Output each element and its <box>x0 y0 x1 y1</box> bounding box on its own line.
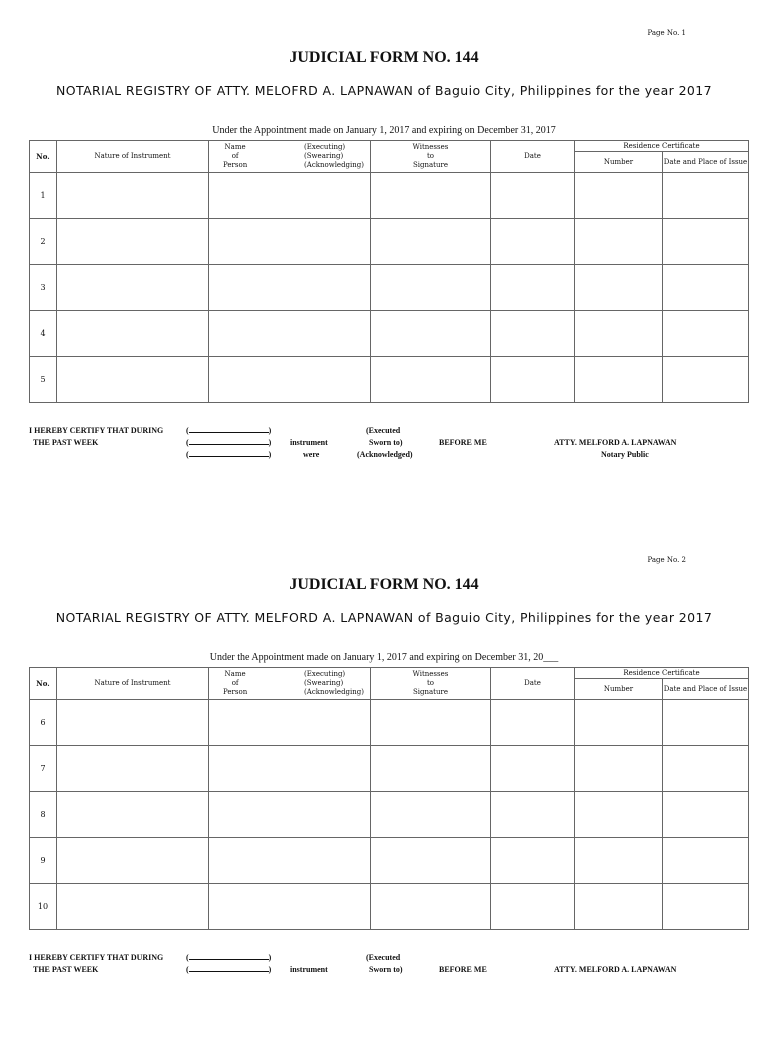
name-label-1: Name <box>224 670 246 678</box>
certification-block <box>29 424 748 464</box>
table-row <box>30 173 749 219</box>
number-cell[interactable] <box>575 746 663 792</box>
name-cell[interactable] <box>209 265 371 311</box>
acknowledging-label: (Acknowledging) <box>304 161 364 169</box>
number-cell[interactable] <box>575 838 663 884</box>
col-header-name <box>209 668 371 700</box>
nature-cell[interactable] <box>57 311 209 357</box>
executing-label: (Executing) <box>304 670 346 678</box>
nature-cell[interactable] <box>57 838 209 884</box>
before-me-text: BEFORE ME <box>439 965 487 974</box>
table-row <box>30 311 749 357</box>
name-cell[interactable] <box>209 700 371 746</box>
notary-public-text: Notary Public <box>601 450 649 459</box>
date-cell[interactable] <box>491 357 575 403</box>
registry-heading: NOTARIAL REGISTRY OF ATTY. MELFORD A. LAPNAWAN of Baguio City, Philippines for the year 2017 <box>55 610 713 625</box>
name-cell[interactable] <box>209 838 371 884</box>
witness-cell[interactable] <box>371 746 491 792</box>
name-cell[interactable] <box>209 746 371 792</box>
name-cell[interactable] <box>209 792 371 838</box>
certify-text: I HEREBY CERTIFY THAT DURING <box>29 953 164 962</box>
name-cell[interactable] <box>209 357 371 403</box>
table-row <box>30 838 749 884</box>
number-cell[interactable] <box>575 311 663 357</box>
nature-cell[interactable] <box>57 884 209 930</box>
number-cell[interactable] <box>575 173 663 219</box>
issue-cell[interactable] <box>663 173 749 219</box>
issue-cell[interactable] <box>663 700 749 746</box>
notarial-register-table <box>29 667 749 930</box>
row-number: 9 <box>30 838 57 884</box>
number-cell[interactable] <box>575 219 663 265</box>
witness-cell[interactable] <box>371 700 491 746</box>
witnesses-label-2: to <box>426 679 435 687</box>
acknowledged-text: (Acknowledged) <box>357 450 413 459</box>
executing-label: (Executing) <box>304 143 346 151</box>
name-cell[interactable] <box>209 311 371 357</box>
date-cell[interactable] <box>491 311 575 357</box>
date-cell[interactable] <box>491 884 575 930</box>
form-title: JUDICIAL FORM NO. 144 <box>289 49 479 66</box>
nature-cell[interactable] <box>57 746 209 792</box>
date-cell[interactable] <box>491 173 575 219</box>
witnesses-label-3: Signature <box>412 161 448 169</box>
blank-line-executed[interactable]: ( ) <box>186 953 272 962</box>
row-number: 3 <box>30 265 57 311</box>
attorney-name: ATTY. MELFORD A. LAPNAWAN <box>554 965 677 974</box>
number-cell[interactable] <box>575 700 663 746</box>
col-header-no: No. <box>30 668 57 700</box>
form-page-2 <box>0 527 768 1054</box>
issue-cell[interactable] <box>663 265 749 311</box>
witness-cell[interactable] <box>371 219 491 265</box>
issue-cell[interactable] <box>663 219 749 265</box>
name-cell[interactable] <box>209 219 371 265</box>
appointment-line: Under the Appointment made on January 1, 2017 and expiring on December 31, 2017 <box>212 125 556 136</box>
nature-cell[interactable] <box>57 792 209 838</box>
witnesses-label-1: Witnesses <box>412 143 449 151</box>
name-cell[interactable] <box>209 884 371 930</box>
page-number: Page No. 1 <box>647 29 686 37</box>
witness-cell[interactable] <box>371 265 491 311</box>
witness-cell[interactable] <box>371 884 491 930</box>
issue-cell[interactable] <box>663 792 749 838</box>
witness-cell[interactable] <box>371 792 491 838</box>
table-row <box>30 792 749 838</box>
issue-cell[interactable] <box>663 311 749 357</box>
table-row <box>30 265 749 311</box>
name-label-3: Person <box>223 161 248 169</box>
issue-cell[interactable] <box>663 838 749 884</box>
table-row <box>30 884 749 930</box>
col-header-residence-certificate: Residence Certificate <box>575 668 749 679</box>
col-header-witnesses <box>371 141 491 173</box>
instrument-text: instrument <box>290 965 328 974</box>
blank-line-acknowledged[interactable]: ( ) <box>186 450 272 459</box>
name-label-2: of <box>231 679 239 687</box>
witnesses-label-3: Signature <box>412 688 448 696</box>
nature-cell[interactable] <box>57 219 209 265</box>
col-header-date-place: Date and Place of Issue <box>663 152 749 173</box>
notarial-register-table <box>29 140 749 403</box>
number-cell[interactable] <box>575 884 663 930</box>
issue-cell[interactable] <box>663 357 749 403</box>
blank-line-sworn[interactable]: ( ) <box>186 438 272 447</box>
date-cell[interactable] <box>491 746 575 792</box>
col-header-date-place: Date and Place of Issue <box>663 679 749 700</box>
were-text: were <box>303 450 320 459</box>
row-number: 4 <box>30 311 57 357</box>
past-week-text: THE PAST WEEK <box>33 965 99 974</box>
row-number: 6 <box>30 700 57 746</box>
sworn-text: Sworn to) <box>369 438 403 447</box>
acknowledging-label: (Acknowledging) <box>304 688 364 696</box>
date-cell[interactable] <box>491 265 575 311</box>
date-cell[interactable] <box>491 838 575 884</box>
col-header-nature: Nature of Instrument <box>57 141 209 173</box>
col-header-no: No. <box>30 141 57 173</box>
certify-text: I HEREBY CERTIFY THAT DURING <box>29 426 164 435</box>
table-row <box>30 357 749 403</box>
form-title: JUDICIAL FORM NO. 144 <box>289 576 479 593</box>
row-number: 5 <box>30 357 57 403</box>
page-number: Page No. 2 <box>647 556 686 564</box>
registry-heading: NOTARIAL REGISTRY OF ATTY. MELOFRD A. LAPNAWAN of Baguio City, Philippines for the year 2017 <box>56 83 712 98</box>
col-header-name <box>209 141 371 173</box>
name-label-1: Name <box>224 143 246 151</box>
number-cell[interactable] <box>575 357 663 403</box>
certification-block <box>29 951 748 991</box>
witness-cell[interactable] <box>371 357 491 403</box>
table-row <box>30 746 749 792</box>
col-header-date: Date <box>491 141 575 173</box>
col-header-residence-certificate: Residence Certificate <box>575 141 749 152</box>
nature-cell[interactable] <box>57 700 209 746</box>
swearing-label: (Swearing) <box>304 152 344 160</box>
attorney-name: ATTY. MELFORD A. LAPNAWAN <box>554 438 677 447</box>
instrument-text: instrument <box>290 438 328 447</box>
table-row <box>30 219 749 265</box>
name-label-3: Person <box>223 688 248 696</box>
blank-line-sworn[interactable]: ( ) <box>186 965 272 974</box>
nature-cell[interactable] <box>57 173 209 219</box>
issue-cell[interactable] <box>663 746 749 792</box>
witness-cell[interactable] <box>371 311 491 357</box>
number-cell[interactable] <box>575 265 663 311</box>
date-cell[interactable] <box>491 219 575 265</box>
before-me-text: BEFORE ME <box>439 438 487 447</box>
executed-text: (Executed <box>366 426 401 435</box>
row-number: 10 <box>30 884 57 930</box>
col-header-number: Number <box>575 679 663 700</box>
nature-cell[interactable] <box>57 265 209 311</box>
date-cell[interactable] <box>491 700 575 746</box>
issue-cell[interactable] <box>663 884 749 930</box>
blank-line-executed[interactable]: ( ) <box>186 426 272 435</box>
table-row <box>30 700 749 746</box>
witness-cell[interactable] <box>371 838 491 884</box>
row-number: 8 <box>30 792 57 838</box>
nature-cell[interactable] <box>57 357 209 403</box>
executed-text: (Executed <box>366 953 401 962</box>
sworn-text: Sworn to) <box>369 965 403 974</box>
swearing-label: (Swearing) <box>304 679 344 687</box>
col-header-date: Date <box>491 668 575 700</box>
row-number: 7 <box>30 746 57 792</box>
col-header-number: Number <box>575 152 663 173</box>
col-header-nature: Nature of Instrument <box>57 668 209 700</box>
witnesses-label-2: to <box>426 152 435 160</box>
appointment-line: Under the Appointment made on January 1, 2017 and expiring on December 31, 20___ <box>209 652 559 663</box>
witness-cell[interactable] <box>371 173 491 219</box>
row-number: 2 <box>30 219 57 265</box>
col-header-witnesses <box>371 668 491 700</box>
number-cell[interactable] <box>575 792 663 838</box>
row-number: 1 <box>30 173 57 219</box>
name-label-2: of <box>231 152 239 160</box>
past-week-text: THE PAST WEEK <box>33 438 99 447</box>
date-cell[interactable] <box>491 792 575 838</box>
witnesses-label-1: Witnesses <box>412 670 449 678</box>
name-cell[interactable] <box>209 173 371 219</box>
